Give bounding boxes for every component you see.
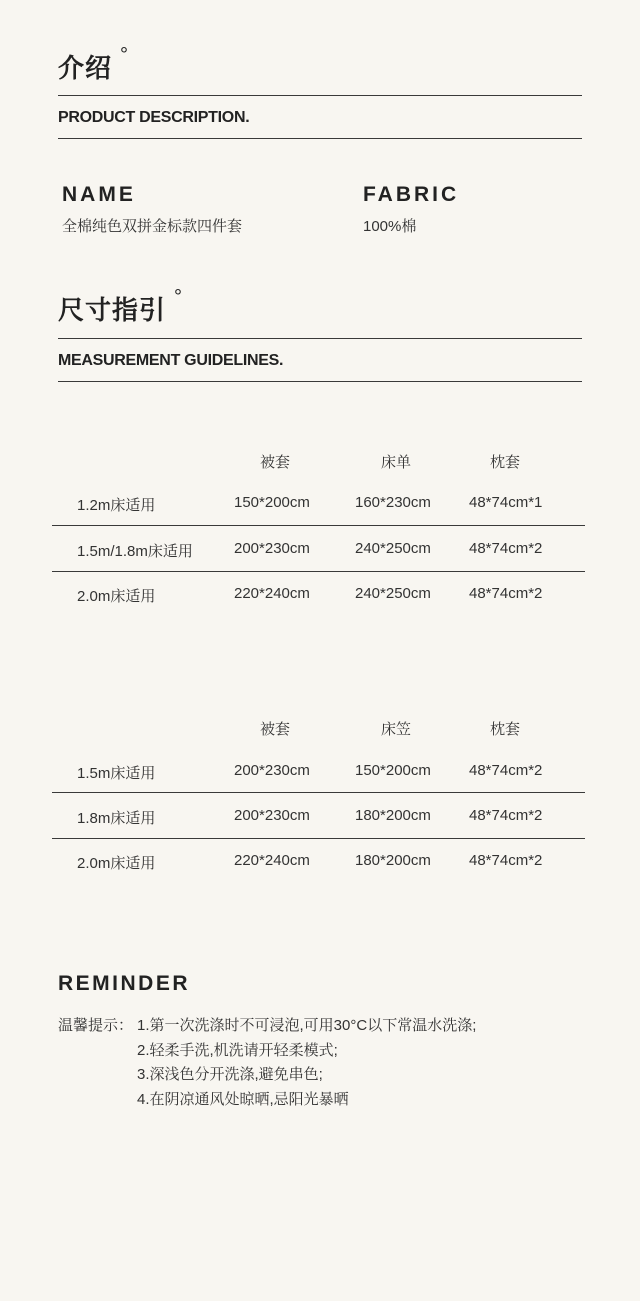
measurement-guidelines-heading: MEASUREMENT GUIDELINES. bbox=[58, 352, 284, 369]
reminder-item: 3.深浅色分开洗涤,避免串色; bbox=[137, 1066, 323, 1083]
table-cell: 48*74cm*2 bbox=[469, 852, 543, 869]
bed-size: 1.2m床适用 bbox=[77, 497, 156, 514]
table-cell: 150*200cm bbox=[234, 494, 310, 511]
table-cell: 220*240cm bbox=[234, 852, 310, 869]
fabric-value: 100%棉 bbox=[363, 218, 417, 235]
row-divider bbox=[52, 838, 585, 839]
bed-size: 1.5m/1.8m床适用 bbox=[77, 543, 193, 560]
reminder-item: 4.在阴凉通风处晾晒,忌阳光暴晒 bbox=[137, 1091, 349, 1108]
row-divider bbox=[52, 792, 585, 793]
divider bbox=[58, 138, 582, 139]
table-cell: 220*240cm bbox=[234, 585, 310, 602]
table-header: 枕套 bbox=[489, 454, 520, 471]
reminder-item: 1.第一次洗涤时不可浸泡,可用30°C以下常温水洗涤; bbox=[137, 1017, 477, 1034]
table-cell: 48*74cm*2 bbox=[469, 585, 543, 602]
table-cell: 48*74cm*2 bbox=[469, 807, 543, 824]
table-cell: 48*74cm*2 bbox=[469, 762, 543, 779]
row-divider bbox=[52, 525, 585, 526]
table-header: 床笠 bbox=[380, 721, 411, 738]
measure-title bbox=[58, 286, 184, 327]
row-divider bbox=[52, 571, 585, 572]
bed-size: 1.8m床适用 bbox=[77, 810, 156, 827]
table-cell: 160*230cm bbox=[355, 494, 431, 511]
table-cell: 200*230cm bbox=[234, 540, 310, 557]
product-description-heading: PRODUCT DESCRIPTION. bbox=[58, 109, 250, 126]
name-label: NAME bbox=[62, 183, 136, 206]
table-cell: 180*200cm bbox=[355, 807, 431, 824]
name-value: 全棉纯色双拼金标款四件套 bbox=[62, 218, 243, 235]
table-header: 床单 bbox=[380, 454, 411, 471]
table-cell: 150*200cm bbox=[355, 762, 431, 779]
table-cell: 48*74cm*1 bbox=[469, 494, 543, 511]
divider bbox=[58, 338, 582, 339]
table-cell: 48*74cm*2 bbox=[469, 540, 543, 557]
reminder-item: 2.轻柔手洗,机洗请开轻柔模式; bbox=[137, 1042, 338, 1059]
table-header: 枕套 bbox=[489, 721, 520, 738]
intro-title-text: 介绍 bbox=[58, 53, 113, 83]
degree-mark: ° bbox=[120, 44, 130, 66]
intro-title bbox=[58, 44, 130, 85]
reminder-title: REMINDER bbox=[58, 972, 191, 995]
bed-size: 2.0m床适用 bbox=[77, 855, 156, 872]
table-cell: 240*250cm bbox=[355, 585, 431, 602]
bed-size: 1.5m床适用 bbox=[77, 765, 156, 782]
table-cell: 180*200cm bbox=[355, 852, 431, 869]
measure-title-text: 尺寸指引 bbox=[58, 295, 167, 325]
table-cell: 200*230cm bbox=[234, 762, 310, 779]
degree-mark: ° bbox=[174, 286, 184, 308]
bed-size: 2.0m床适用 bbox=[77, 588, 156, 605]
table-cell: 200*230cm bbox=[234, 807, 310, 824]
divider bbox=[58, 381, 582, 382]
reminder-prefix: 温馨提示： bbox=[58, 1017, 134, 1034]
table-header: 被套 bbox=[259, 721, 290, 738]
table-cell: 240*250cm bbox=[355, 540, 431, 557]
table-header: 被套 bbox=[259, 454, 290, 471]
divider bbox=[58, 95, 582, 96]
fabric-label: FABRIC bbox=[363, 183, 460, 206]
